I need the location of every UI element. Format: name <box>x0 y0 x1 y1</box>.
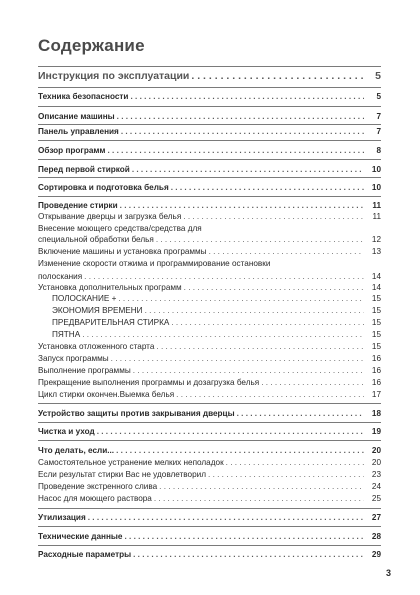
toc-entry[interactable] <box>38 329 381 340</box>
leader-dots <box>156 341 364 352</box>
toc-entry-page: 27 <box>371 513 381 522</box>
page-number: 3 <box>386 568 392 578</box>
leader-dots <box>226 457 364 468</box>
toc-entry-page: 7 <box>376 127 381 136</box>
toc-entry-page: 23 <box>371 470 381 479</box>
toc-entry-page: 5 <box>375 70 381 82</box>
toc-entry-page: 15 <box>371 330 381 339</box>
toc-entry-text: ПЯТНА <box>52 330 81 339</box>
divider <box>38 508 381 509</box>
leader-dots <box>121 126 364 137</box>
toc-entry-text: Открывание дверцы и загрузка белья <box>38 212 182 221</box>
toc-entry-page: 28 <box>371 532 381 541</box>
toc-entry[interactable] <box>38 145 381 156</box>
toc-entry[interactable] <box>38 445 381 456</box>
toc-entry-text: Описание машины <box>38 112 115 121</box>
toc-entry-text: Выполнение программы <box>38 366 131 375</box>
divider <box>38 66 381 67</box>
leader-dots <box>171 317 364 328</box>
toc-entry-page: 14 <box>371 272 381 281</box>
toc-entry[interactable] <box>38 549 381 560</box>
toc-entry-page: 19 <box>371 427 381 436</box>
toc-entry-text: Технические данные <box>38 532 123 541</box>
leader-dots <box>116 445 364 456</box>
toc-entry-text: Что делать, если... <box>38 446 115 455</box>
toc-entry[interactable] <box>38 164 381 175</box>
divider <box>38 106 381 107</box>
toc-entry[interactable] <box>38 426 381 437</box>
toc-entry-text: ЭКОНОМИЯ ВРЕМЕНИ <box>52 306 143 315</box>
toc-entry[interactable] <box>38 126 381 137</box>
divider <box>38 124 381 125</box>
toc-entry[interactable] <box>38 234 381 245</box>
leader-dots <box>111 353 364 364</box>
toc-entry-page: 16 <box>371 354 381 363</box>
toc-entry[interactable] <box>38 282 381 293</box>
leader-dots <box>156 234 364 245</box>
toc-entry[interactable] <box>38 389 381 400</box>
toc-entry-text: Внесение моющего средства/средства для <box>38 224 202 233</box>
leader-dots <box>130 91 364 102</box>
toc-entry[interactable] <box>38 377 381 388</box>
divider <box>38 87 381 88</box>
toc-entry[interactable] <box>38 457 381 468</box>
toc-entry-page: 16 <box>371 366 381 375</box>
toc-entry-text: Включение машины и установка программы <box>38 247 207 256</box>
toc-entry-text: Запуск программы <box>38 354 109 363</box>
toc-entry[interactable] <box>38 481 381 492</box>
toc-entry-text: Прекращение выполнения программы и дозагрузка белья <box>38 378 260 387</box>
toc-entry-text: Обзор программ <box>38 146 106 155</box>
toc-entry-page: 15 <box>371 306 381 315</box>
toc-entry-page: 18 <box>371 409 381 418</box>
toc-entry-page: 16 <box>371 378 381 387</box>
toc-entry-page: 29 <box>371 550 381 559</box>
leader-dots <box>237 408 364 419</box>
toc-entry-text: полоскания <box>38 272 83 281</box>
toc-entry[interactable] <box>38 305 381 316</box>
toc-entry[interactable] <box>38 223 381 234</box>
leader-dots <box>118 293 364 304</box>
leader-dots <box>176 389 364 400</box>
toc-entry-text: Устройство защиты против закрывания дверцы <box>38 409 235 418</box>
leader-dots <box>108 145 365 156</box>
toc-entry-page: 10 <box>371 165 381 174</box>
divider <box>38 177 381 178</box>
toc-entry[interactable] <box>38 469 381 480</box>
toc-entry-text: Расходные параметры <box>38 550 132 559</box>
divider <box>38 140 381 141</box>
toc-entry[interactable] <box>38 91 381 102</box>
toc-entry-text: Проведение стирки <box>38 201 118 210</box>
leader-dots <box>132 164 364 175</box>
toc-entry[interactable] <box>38 317 381 328</box>
leader-dots <box>154 493 364 504</box>
toc-entry-page: 5 <box>376 92 381 101</box>
leader-dots <box>208 469 364 480</box>
toc-entry[interactable] <box>38 246 381 257</box>
leader-dots <box>88 512 364 523</box>
divider <box>38 159 381 160</box>
toc-entry-page: 15 <box>371 294 381 303</box>
toc-entry[interactable] <box>38 271 381 282</box>
toc-entry-page: 8 <box>376 146 381 155</box>
leader-dots <box>191 71 364 82</box>
divider <box>38 440 381 441</box>
toc-entry[interactable] <box>38 211 381 222</box>
toc-entry-page: 13 <box>371 247 381 256</box>
leader-dots <box>159 481 364 492</box>
leader-dots <box>209 246 364 257</box>
toc-entry[interactable] <box>38 365 381 376</box>
toc-entry[interactable] <box>38 182 381 193</box>
toc-entry-page: 7 <box>376 112 381 121</box>
divider <box>38 526 381 527</box>
toc-entry-page: 15 <box>371 318 381 327</box>
toc-entry-page: 25 <box>371 494 381 503</box>
toc-entry-page: 24 <box>371 482 381 491</box>
leader-dots <box>120 200 364 211</box>
toc-entry[interactable] <box>38 531 381 542</box>
toc-entry-text: Утилизация <box>38 513 86 522</box>
toc-entry-text: Установка отложенного старта <box>38 342 155 351</box>
leader-dots <box>171 182 364 193</box>
toc-entry-page: 20 <box>371 446 381 455</box>
toc-entry-page: 20 <box>371 458 381 467</box>
leader-dots <box>117 111 364 122</box>
toc-entry[interactable] <box>38 258 381 269</box>
toc-entry-page: 11 <box>372 212 381 221</box>
toc-entry[interactable] <box>38 71 381 82</box>
leader-dots <box>184 282 364 293</box>
leader-dots <box>133 549 364 560</box>
toc-entry[interactable] <box>38 493 381 504</box>
toc-entry-text: Инструкция по эксплуатации <box>38 70 190 82</box>
toc-entry-page: 11 <box>372 201 381 210</box>
toc-entry[interactable] <box>38 111 381 122</box>
toc-entry[interactable] <box>38 200 381 211</box>
leader-dots <box>261 377 364 388</box>
toc-entry[interactable] <box>38 293 381 304</box>
page-title: Содержание <box>38 36 145 55</box>
toc-entry-page: 15 <box>371 342 381 351</box>
toc-entry-text: Чистка и уход <box>38 427 95 436</box>
divider <box>38 403 381 404</box>
toc-entry[interactable] <box>38 353 381 364</box>
toc-entry-text: ПОЛОСКАНИЕ + <box>52 294 117 303</box>
toc-entry-text: Проведение экстренного слива <box>38 482 158 491</box>
leader-dots <box>97 426 364 437</box>
toc-entry-text: Техника безопасности <box>38 92 129 101</box>
leader-dots <box>183 211 364 222</box>
leader-dots <box>84 271 364 282</box>
toc-entry-text: Самостоятельное устранение мелких неполадок <box>38 458 224 467</box>
toc-entry[interactable] <box>38 408 381 419</box>
divider <box>38 422 381 423</box>
divider <box>38 545 381 546</box>
toc-entry-text: Цикл стирки окончен.Выемка белья <box>38 390 175 399</box>
toc-entry-text: Панель управления <box>38 127 119 136</box>
toc-entry-text: Установка дополнительных программ <box>38 283 182 292</box>
toc-entry[interactable] <box>38 341 381 352</box>
toc-entry-text: Если результат стирки Вас не удовлетворил <box>38 470 207 479</box>
toc-entry-text: Сортировка и подготовка белья <box>38 183 169 192</box>
leader-dots <box>133 365 364 376</box>
toc-entry-text: Насос для моющего раствора <box>38 494 152 503</box>
toc-entry-text: Перед первой стиркой <box>38 165 130 174</box>
divider <box>38 196 381 197</box>
leader-dots <box>82 329 364 340</box>
toc-entry-page: 17 <box>371 390 381 399</box>
leader-dots <box>124 531 364 542</box>
toc-entry-text: специальной обработки белья <box>38 235 154 244</box>
toc-entry[interactable] <box>38 512 381 523</box>
toc-entry-page: 12 <box>371 235 381 244</box>
toc-entry-page: 10 <box>371 183 381 192</box>
leader-dots <box>145 305 364 316</box>
toc-entry-page: 14 <box>371 283 381 292</box>
toc-entry-text: ПРЕДВАРИТЕЛЬНАЯ СТИРКА <box>52 318 170 327</box>
toc-entry-text: Изменение скорости отжима и программирование остановки <box>38 259 271 268</box>
